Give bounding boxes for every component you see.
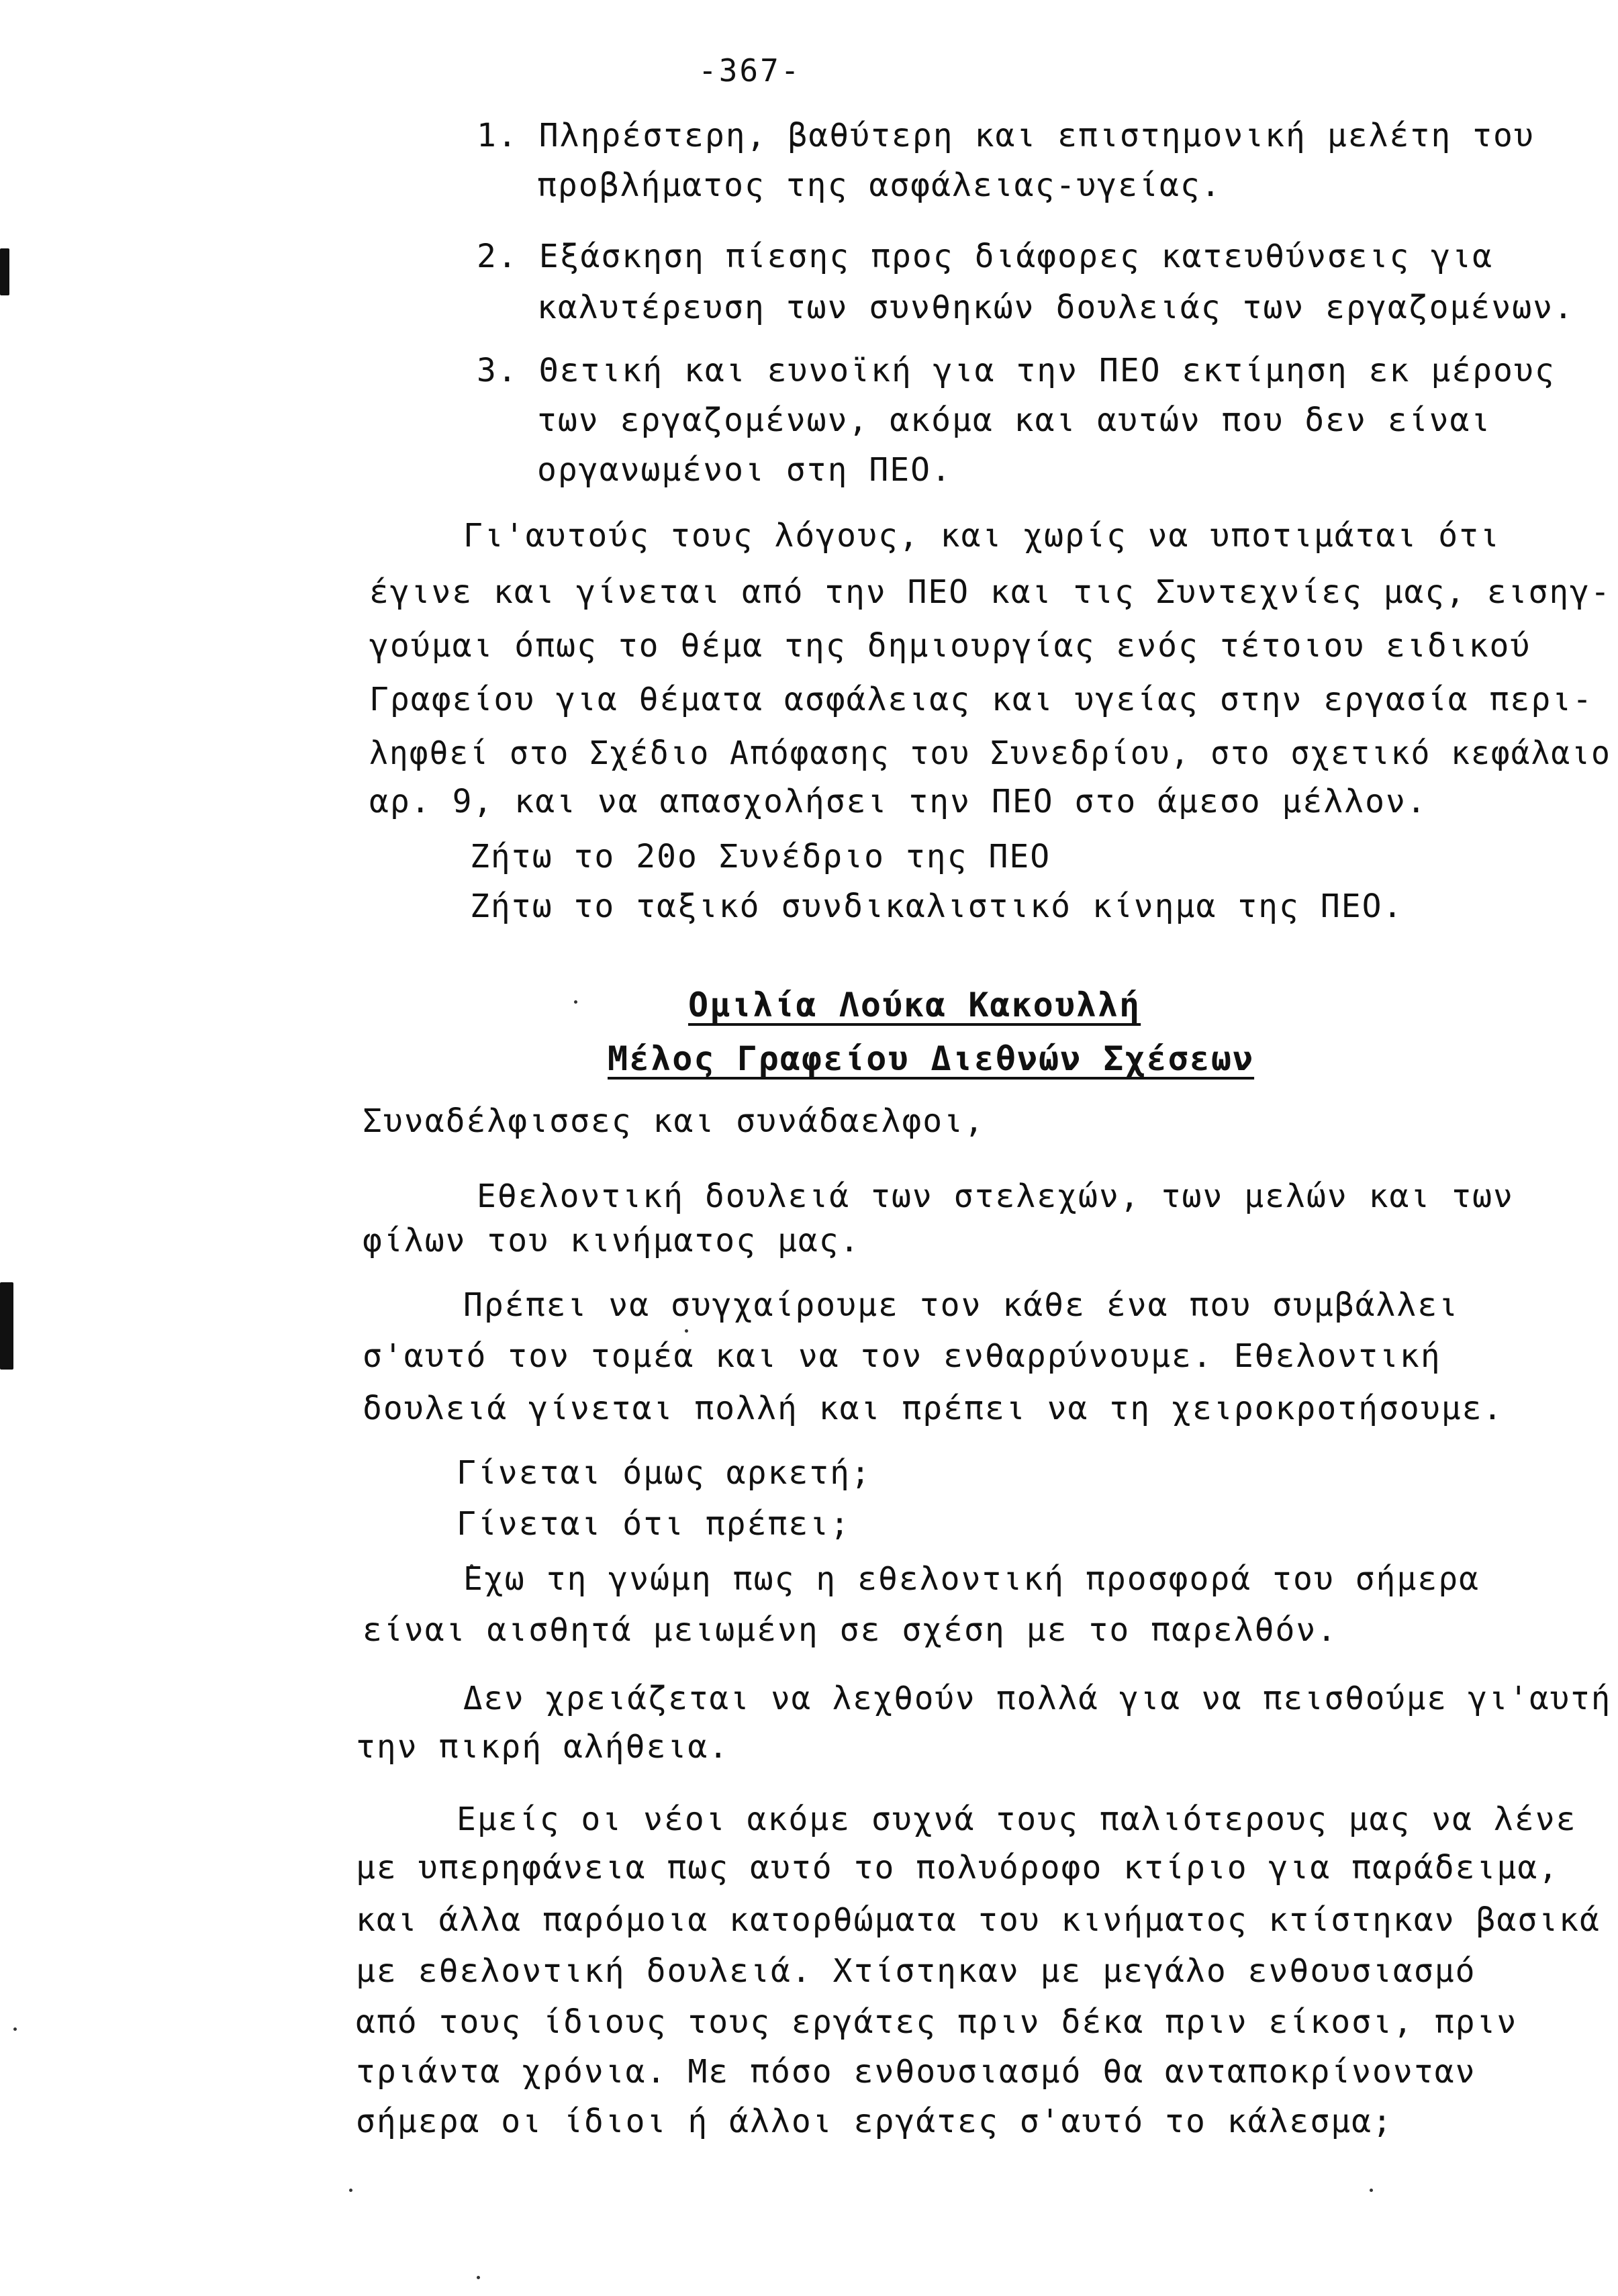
paragraph-4-line-2: είναι αισθητά μειωμένη σε σχέση με το παρελθόν.: [363, 1611, 1338, 1649]
speech-title: Ομιλία Λούκα Κακουλλή: [688, 986, 1141, 1024]
paragraph-1-line-4: Γραφείου για θέματα ασφάλειας και υγείας στην εργασία περι-: [369, 681, 1594, 718]
paragraph-6-line-7: σήμερα οι ίδιοι ή άλλοι εργάτες σ'αυτό το κάλεσμα;: [356, 2103, 1393, 2140]
paragraph-6-line-2: με υπερηφάνεια πως αυτό το πολυόροφο κτίριο για παράδειμα,: [356, 1849, 1560, 1886]
question-2: Γίνεται ότι πρέπει;: [457, 1505, 851, 1543]
list-item-2-line-1: 2. Εξάσκηση πίεσης προς διάφορες κατευθύνσεις για: [477, 238, 1494, 275]
speech-subtitle: Μέλος Γραφείου Διεθνών Σχέσεων: [608, 1039, 1255, 1078]
list-item-2-line-2: καλυτέρευση των συνθηκών δουλειάς των εργαζομένων.: [537, 289, 1574, 326]
paragraph-3-line-3: δουλειά γίνεται πολλή και πρέπει να τη χειροκροτήσουμε.: [363, 1390, 1504, 1427]
list-item-3-line-1: 3. Θετική και ευνοϊκή για την ΠΕΟ εκτίμηση εκ μέρους: [477, 352, 1556, 389]
paragraph-3-line-2: σ'αυτό τον τομέα και να τον ενθαρρύνουμε. Εθελοντική: [363, 1337, 1441, 1375]
scan-speck: [477, 2276, 480, 2279]
paragraph-6-line-5: από τους ίδιους τους εργάτες πριν δέκα πριν είκοσι, πριν: [356, 2003, 1518, 2041]
paragraph-1-line-1: Γι'αυτούς τους λόγους, και χωρίς να υποτιμάται ότι: [463, 517, 1501, 555]
paragraph-4-line-1: Εχω τη γνώμη πως η εθελοντική προσφορά του σήμερα: [463, 1560, 1480, 1598]
scan-edge-mark-bottom: [0, 1282, 13, 1370]
paragraph-3-line-1: Πρέπει να συγχαίρουμε τον κάθε ένα που συμβάλλει: [463, 1286, 1460, 1324]
salutation: Συναδέλφισσες και συνάδαελφοι,: [363, 1102, 985, 1140]
list-item-1-line-2: προβλήματος της ασφάλειας-υγείας.: [537, 166, 1222, 204]
slogan-2: Ζήτω το ταξικό συνδικαλιστικό κίνημα της ΠΕΟ.: [470, 888, 1404, 925]
scan-speck: [349, 2189, 352, 2192]
question-1: Γίνεται όμως αρκετή;: [457, 1454, 871, 1492]
scan-speck: [13, 2027, 17, 2031]
paragraph-6-line-1: Εμείς οι νέοι ακόμε συχνά τους παλιότερους μας να λένε: [457, 1801, 1577, 1838]
scan-speck: [1370, 2189, 1373, 2192]
list-item-1-line-1: 1. Πληρέστερη, βαθύτερη και επιστημονική μελέτη του: [477, 117, 1535, 154]
scan-edge-mark-top: [0, 248, 9, 295]
list-item-3-line-3: οργανωμένοι στη ΠΕΟ.: [537, 451, 952, 489]
paragraph-1-line-6: αρ. 9, και να απασχολήσει την ΠΕΟ στο άμεσο μέλλον.: [369, 783, 1427, 820]
paragraph-2-line-2: φίλων του κινήματος μας.: [363, 1222, 861, 1259]
paragraph-6-line-3: και άλλα παρόμοια κατορθώματα του κινήματος κτίστηκαν βασικά: [356, 1901, 1601, 1939]
paragraph-6-line-6: τριάντα χρόνια. Με πόσο ενθουσιασμό θα ανταποκρίνονταν: [356, 2053, 1476, 2091]
paragraph-1-line-3: γούμαι όπως το θέμα της δημιουργίας ενός τέτοιου ειδικού: [369, 627, 1531, 665]
paragraph-1-line-2: έγινε και γίνεται από την ΠΕΟ και τις Συντεχνίες μας, εισηγ-: [369, 573, 1611, 611]
list-item-3-line-2: των εργαζομένων, ακόμα και αυτών που δεν είναι: [537, 401, 1492, 439]
paragraph-5-line-1: Δεν χρειάζεται να λεχθούν πολλά για να πεισθούμε γι'αυτή: [463, 1680, 1612, 1717]
page-number: -367-: [698, 52, 802, 89]
scan-speck: [685, 1329, 688, 1333]
paragraph-1-line-5: ληφθεί στο Σχέδιο Απόφασης του Συνεδρίου, στο σχετικό κεφάλαιο: [369, 734, 1611, 772]
scan-speck: [574, 1000, 577, 1004]
slogan-1: Ζήτω το 20ο Συνέδριο της ΠΕΟ: [470, 838, 1051, 875]
paragraph-2-line-1: Εθελοντική δουλειά των στελεχών, των μελών και των: [477, 1178, 1514, 1215]
paragraph-6-line-4: με εθελοντική δουλειά. Χτίστηκαν με μεγάλο ενθουσιασμό: [356, 1952, 1476, 1990]
paragraph-5-line-2: την πικρή αλήθεια.: [356, 1728, 730, 1766]
